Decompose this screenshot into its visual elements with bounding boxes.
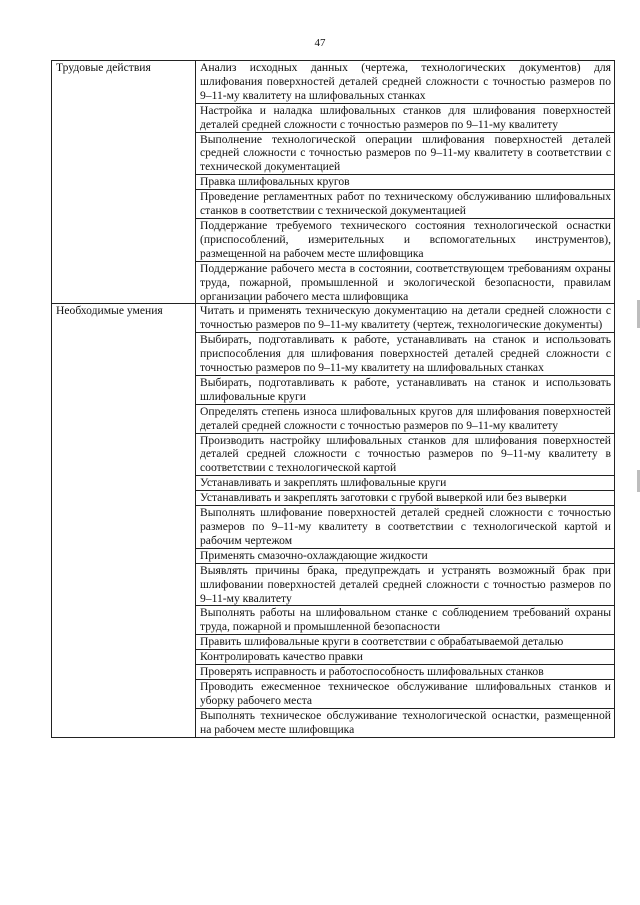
section-label-required-skills: Необходимые умения	[52, 304, 196, 737]
required-skill-item: Устанавливать и закреплять шлифовальные круги	[196, 476, 615, 491]
required-skill-item: Выполнять работы на шлифовальном станке с соблюдением требований охраны труда, пожарной и промышленной безопасности	[196, 606, 615, 635]
section-label-labor-actions: Трудовые действия	[52, 61, 196, 304]
required-skill-item: Выполнять шлифование поверхностей деталей средней сложности с точностью размеров по 9–11-му квалитету в соответствии с технологической картой и рабочим чертежом	[196, 506, 615, 549]
labor-action-item: Проведение регламентных работ по техническому обслуживанию шлифовальных станков в соответствии с технической документацией	[196, 190, 615, 219]
required-skill-item: Проводить ежесменное техническое обслуживание шлифовальных станков и уборку рабочего места	[196, 679, 615, 708]
required-skill-item: Контролировать качество правки	[196, 650, 615, 665]
required-skill-item: Выполнять техническое обслуживание технологической оснастки, размещенной на рабочем месте шлифовщика	[196, 708, 615, 737]
table-row	[52, 61, 615, 104]
required-skill-item: Выбирать, подготавливать к работе, устанавливать на станок и использовать приспособления для шлифования поверхностей деталей средней сложности с точностью размеров по 9–11-му квалитету на шлифовальных станках	[196, 333, 615, 376]
required-skill-item: Применять смазочно-охлаждающие жидкости	[196, 548, 615, 563]
table-row	[52, 304, 615, 333]
required-skill-item: Устанавливать и закреплять заготовки с грубой выверкой или без выверки	[196, 491, 615, 506]
page-number: 47	[314, 37, 326, 49]
required-skill-item: Проверять исправность и работоспособность шлифовальных станков	[196, 665, 615, 680]
labor-action-item: Анализ исходных данных (чертежа, технологических документов) для шлифования поверхностей деталей средней сложности с точностью размеров по 9–11-му квалитету на шлифовальных станках	[196, 61, 615, 104]
required-skill-item: Определять степень износа шлифовальных кругов для шлифования поверхностей деталей средней сложности с точностью размеров по 9–11-му квалитету	[196, 404, 615, 433]
required-skill-item: Читать и применять техническую документацию на детали средней сложности с точностью размеров по 9–11-му квалитету (чертеж, технологические документы)	[196, 304, 615, 333]
labor-action-item: Выполнение технологической операции шлифования поверхностей деталей средней сложности с точностью размеров по 9–11-му квалитету в соответствии с технической документацией	[196, 132, 615, 175]
labor-functions-table	[51, 60, 615, 738]
labor-action-item: Поддержание рабочего места в состоянии, соответствующем требованиям охраны труда, пожарной, промышленной и экологической безопасности, правилам организации рабочего места шлифовщика	[196, 261, 615, 304]
labor-action-item: Настройка и наладка шлифовальных станков для шлифования поверхностей деталей средней сложности с точностью размеров по 9–11-му квалитету	[196, 103, 615, 132]
labor-action-item: Поддержание требуемого технического состояния технологической оснастки (приспособлений, измерительных и вспомогательных инструментов), размещенной на рабочем месте шлифовщика	[196, 218, 615, 261]
required-skill-item: Производить настройку шлифовальных станков для шлифования поверхностей деталей средней сложности с точностью размеров по 9–11-му квалитету в соответствии с технологической картой	[196, 433, 615, 476]
required-skill-item: Выявлять причины брака, предупреждать и устранять возможный брак при шлифовании поверхностей деталей средней сложности с точностью размеров по 9–11-му квалитету	[196, 563, 615, 606]
required-skill-item: Выбирать, подготавливать к работе, устанавливать на станок и использовать шлифовальные круги	[196, 375, 615, 404]
required-skill-item: Править шлифовальные круги в соответствии с обрабатываемой деталью	[196, 635, 615, 650]
labor-action-item: Правка шлифовальных кругов	[196, 175, 615, 190]
